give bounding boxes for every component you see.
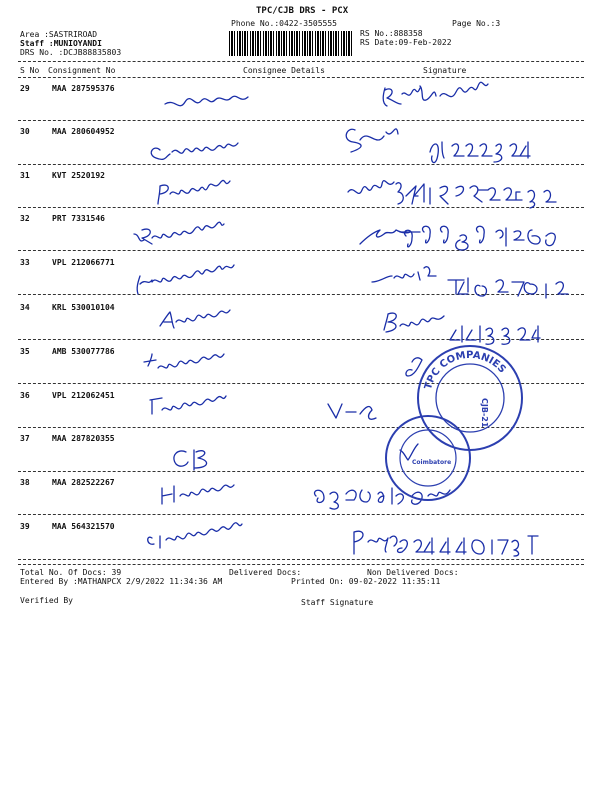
entered-by: Entered By :MATHANPCX 2/9/2022 11:34:36 AM — [20, 577, 223, 586]
row-sno: 34 — [20, 303, 30, 312]
row-consignment: PRT 7331546 — [52, 214, 105, 223]
row-consignment: MAA 282522267 — [52, 478, 115, 487]
col-consignee: Consignee Details — [243, 66, 325, 75]
staff: Staff :MUNIOYANDI — [20, 39, 102, 48]
total-docs: Total No. Of Docs: 39 — [20, 568, 122, 577]
col-consignment: Consignment No — [48, 66, 116, 75]
row-consignment: AMB 530077786 — [52, 347, 115, 356]
row-sno: 33 — [20, 258, 30, 267]
col-sno: S No — [20, 66, 40, 75]
divider — [18, 564, 584, 565]
delivered-docs: Delivered Docs: — [229, 568, 302, 577]
area: Area :SASTRIROAD — [20, 30, 98, 39]
row-sno: 32 — [20, 214, 30, 223]
stamp-code: CJB-21 — [480, 398, 489, 428]
row-sno: 35 — [20, 347, 30, 356]
staff-signature: Staff Signature — [301, 598, 374, 607]
rs-number: RS No.:888358 — [360, 29, 423, 38]
non-delivered-docs: Non Delivered Docs: — [367, 568, 459, 577]
rs-date: RS Date:09-Feb-2022 — [360, 38, 452, 47]
row-consignment: KRL 530010104 — [52, 303, 115, 312]
row-sno: 31 — [20, 171, 30, 180]
row-consignment: VPL 212066771 — [52, 258, 115, 267]
verified-by: Verified By — [20, 596, 73, 605]
drs-number: DRS No. :DCJB88835803 — [20, 48, 122, 57]
row-consignment: MAA 287820355 — [52, 434, 115, 443]
stamp-city: Coimbatore — [412, 459, 452, 466]
row-sno: 29 — [20, 84, 30, 93]
page-number: Page No.:3 — [452, 19, 501, 28]
row-consignment: MAA 564321570 — [52, 522, 115, 531]
document-title: TPC/CJB DRS - PCX — [256, 6, 349, 16]
row-sno: 37 — [20, 434, 30, 443]
postal-stamp — [382, 412, 474, 504]
stamp-company-name: TPC COMPANIES — [422, 349, 508, 391]
svg-text:TPC COMPANIES — [423, 350, 508, 391]
printed-on: Printed On: 09-02-2022 11:35:11 — [291, 577, 441, 586]
phone-number: Phone No.:0422-3505555 — [231, 19, 337, 28]
col-signature: Signature — [423, 66, 467, 75]
row-sno: 38 — [20, 478, 30, 487]
row-consignment: MAA 287595376 — [52, 84, 115, 93]
row-consignment: KVT 2520192 — [52, 171, 105, 180]
row-sno: 39 — [20, 522, 30, 531]
row-sno: 30 — [20, 127, 30, 136]
row-consignment: MAA 280604952 — [52, 127, 115, 136]
row-sno: 36 — [20, 391, 30, 400]
row-consignment: VPL 212062451 — [52, 391, 115, 400]
